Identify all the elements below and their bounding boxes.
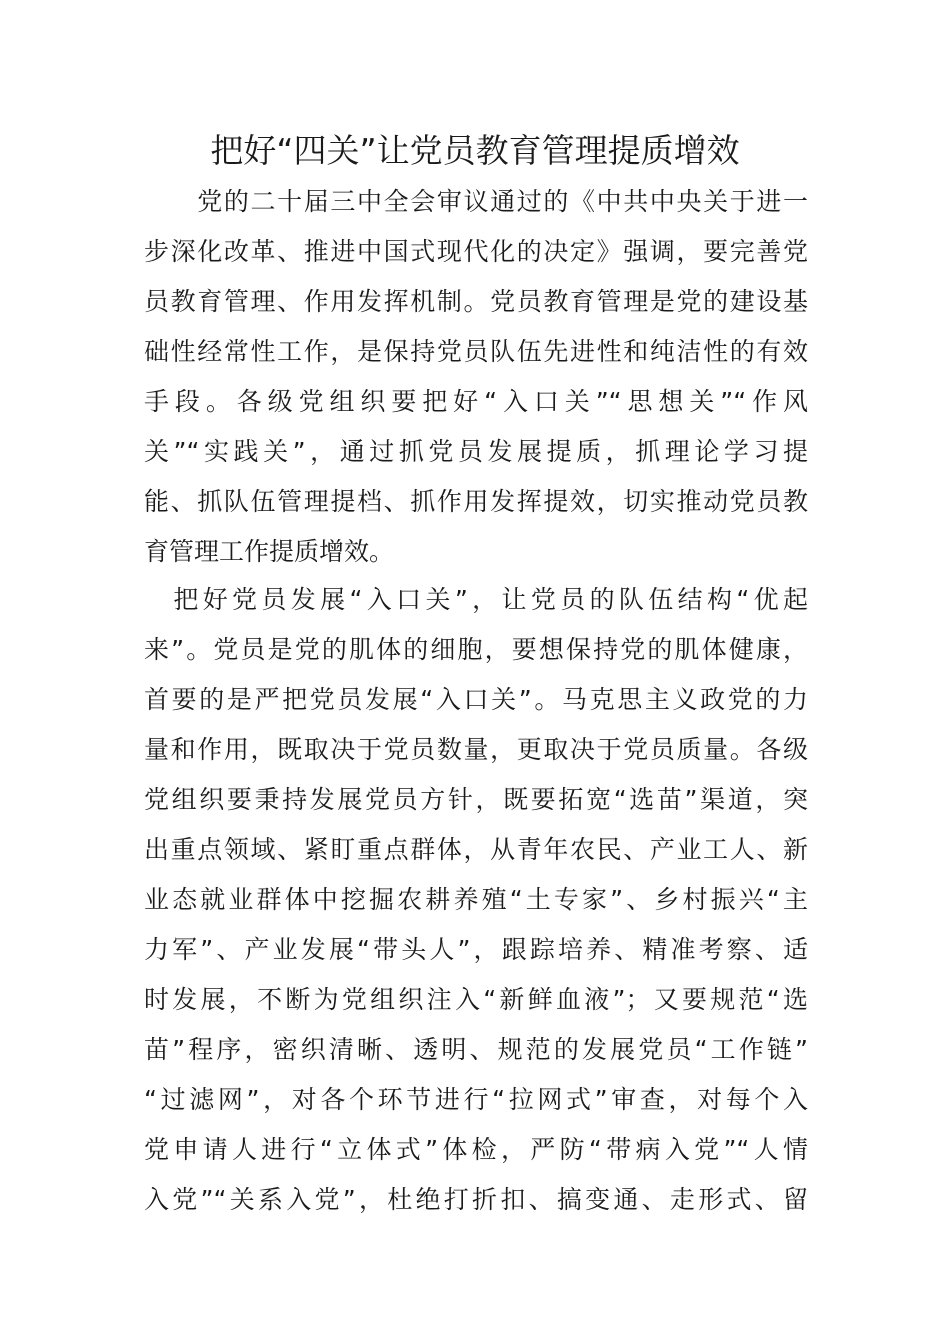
paragraph-line: 力军”、产业发展“带头人”，跟踪培养、精准考察、适 [144, 935, 808, 964]
paragraph-line: 党申请人进行“立体式”体检，严防“带病入党”“人情 [144, 1135, 808, 1164]
paragraph-line: 步深化改革、推进中国式现代化的决定》强调，要完善党 [144, 237, 808, 266]
paragraph-line: 时发展，不断为党组织注入“新鲜血液”；又要规范“选 [144, 985, 808, 1014]
paragraph-1 [144, 177, 808, 577]
paragraph-line: 量和作用，既取决于党员数量，更取决于党员质量。各级 [144, 735, 808, 764]
paragraph-line: 党的二十届三中全会审议通过的《中共中央关于进一 [144, 187, 808, 216]
paragraph-line: 能、抓队伍管理提档、抓作用发挥提效，切实推动党员教 [144, 487, 808, 516]
paragraph-2 [144, 575, 808, 1225]
paragraph-line: 础性经常性工作，是保持党员队伍先进性和纯洁性的有效 [144, 337, 808, 366]
paragraph-line: 来”。党员是党的肌体的细胞，要想保持党的肌体健康， [144, 635, 808, 664]
paragraph-line: 育管理工作提质增效。 [144, 537, 395, 566]
paragraph-line: 首要的是严把党员发展“入口关”。马克思主义政党的力 [144, 685, 808, 714]
paragraph-line: “过滤网”，对各个环节进行“拉网式”审查，对每个入 [144, 1085, 808, 1114]
paragraph-line: 苗”程序，密织清晰、透明、规范的发展党员“工作链” [144, 1035, 808, 1064]
paragraph-line: 入党”“关系入党”，杜绝打折扣、搞变通、走形式、留 [144, 1185, 808, 1214]
paragraph-line: 把好党员发展“入口关”，让党员的队伍结构“优起 [144, 585, 808, 614]
paragraph-line: 手段。各级党组织要把好“入口关”“思想关”“作风 [144, 387, 808, 416]
paragraph-line: 关”“实践关”，通过抓党员发展提质，抓理论学习提 [144, 437, 808, 466]
paragraph-line: 党组织要秉持发展党员方针，既要拓宽“选苗”渠道，突 [144, 785, 808, 814]
paragraph-line: 业态就业群体中挖掘农耕养殖“土专家”、乡村振兴“主 [144, 885, 808, 914]
paragraph-line: 出重点领域、紧盯重点群体，从青年农民、产业工人、新 [144, 835, 808, 864]
document-title: 把好“四关”让党员教育管理提质增效 [210, 131, 740, 170]
paragraph-line: 员教育管理、作用发挥机制。党员教育管理是党的建设基 [144, 287, 808, 316]
